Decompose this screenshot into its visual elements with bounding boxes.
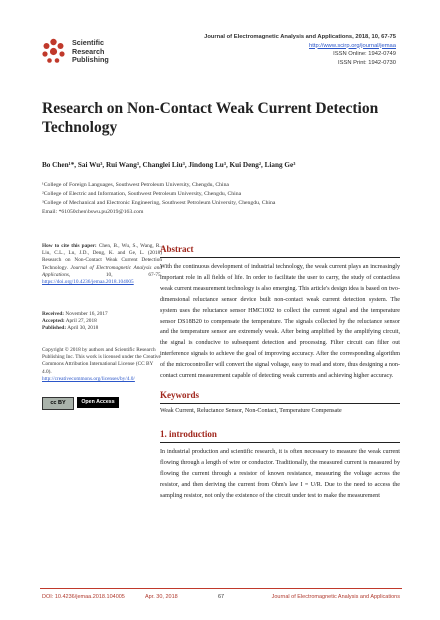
published-value: April 30, 2018 bbox=[67, 325, 99, 332]
license-badges bbox=[42, 397, 122, 409]
copyright-text: Copyright © 2018 by authors and Scientific Research Publishing Inc. This work is licensed under the Creative Commons Attribution International License (CC BY 4.0). bbox=[42, 347, 161, 375]
cite-volume: , 10, 67-75. bbox=[68, 271, 162, 278]
publisher-name-line: Scientific bbox=[72, 38, 104, 47]
affiliation-line: ¹College of Foreign Languages, Southwest Petroleum University, Chengdu, China bbox=[42, 182, 229, 188]
author-list: Bo Chen¹*, Sai Wu³, Rui Wang³, Changlei Liu³, Jindong Lu³, Kui Deng², Liang Ge³ bbox=[42, 161, 296, 169]
email-line: Email: *61050chen\bswu.pu2019@163.com bbox=[42, 208, 144, 215]
cite-label: How to cite this paper: bbox=[42, 243, 97, 249]
journal-line: Journal of Electromagnetic Analysis and Applications, 2018, 10, 67-75 bbox=[204, 34, 396, 40]
cite-text: Chen, B., Wu, S., Wang, R., Liu, C.L., Lu, J.D., Deng, K. and Ge, L. (2018) Research on Non-Contact Weak Current Detection Technology. bbox=[42, 243, 162, 271]
accepted-label: Accepted: bbox=[42, 318, 65, 325]
received-label: Received: bbox=[42, 311, 65, 317]
accepted-value: April 27, 2018 bbox=[65, 318, 97, 325]
introduction-rule bbox=[160, 442, 400, 443]
affiliation-line: ²College of Electric and Information, Southwest Petroleum University, Chengdu, China bbox=[42, 190, 242, 197]
received-date bbox=[42, 311, 162, 318]
open-access-badge: Open Access bbox=[77, 397, 119, 408]
keywords-text: Weak Current, Reluctance Sensor, Non-Contact, Temperature Compensate bbox=[160, 408, 342, 414]
page-number: 67 bbox=[218, 594, 225, 600]
footer-journal: Journal of Electromagnetic Analysis and Applications bbox=[271, 594, 400, 600]
published-date bbox=[42, 325, 162, 332]
license-link[interactable]: http://creativecommons.org/licenses/by/4.0/ bbox=[42, 375, 135, 382]
keywords-rule bbox=[160, 403, 400, 404]
footer-doi: DOI: 10.4236/jemaa.2018.104005 bbox=[42, 594, 125, 600]
affiliation-line: ³College of Mechanical and Electronic Engineering, Southwest Petroleum University, Chengdu, China bbox=[42, 199, 276, 206]
accepted-date bbox=[42, 318, 162, 325]
publisher-name bbox=[72, 39, 109, 65]
issn-online: ISSN Online: 1942-0749 bbox=[333, 51, 396, 58]
issn-print: ISSN Print: 1942-0730 bbox=[337, 59, 396, 66]
cite-journal: Journal of Electromagnetic Analysis and Applications bbox=[42, 264, 162, 278]
paper-title: Research on Non-Contact Weak Current Detection Technology bbox=[42, 100, 379, 136]
journal-url-link[interactable]: http://www.scirp.org/journal/jemaa bbox=[309, 42, 396, 49]
introduction-text: In industrial production and scientific research, it is often necessary to measure the weak current flowing through a length of wire or conductor. Traditionally, the measured current is measured by flowing the current through a resistor of known resistance, measuring the voltage across the resistor, and then deriving the current from Ohm's law I = U/R. Due to the need to access the sampling resistor, not only the existence of the circuit under test to make the measurement bbox=[160, 449, 400, 499]
cc-by-badge[interactable]: cc BY bbox=[42, 397, 74, 410]
publisher-name-line: Research bbox=[72, 46, 105, 56]
affiliations bbox=[42, 181, 412, 217]
citation-block bbox=[42, 243, 162, 286]
footer-date: Apr. 30, 2018 bbox=[145, 594, 178, 600]
abstract-rule bbox=[160, 257, 400, 258]
received-value: November 16, 2017 bbox=[65, 311, 108, 317]
dates-block bbox=[42, 311, 162, 333]
doi-link[interactable]: https://doi.org/10.4236/jemaa.2018.104005 bbox=[42, 279, 134, 286]
publisher-logo bbox=[40, 38, 180, 68]
abstract-heading: Abstract bbox=[160, 244, 194, 254]
journal-info bbox=[166, 33, 396, 67]
introduction-heading: 1. introduction bbox=[160, 429, 217, 439]
copyright-block bbox=[42, 347, 162, 383]
scirp-logo-icon bbox=[40, 38, 67, 65]
abstract-text: With the continuous development of industrial technology, the weak current plays an increasingly important role in all fields of life. In order to facilitate the user to carry, the study of contactless weak current measurement technology is also emerging. This article's design idea is based on two-dimensional reluctance sensor device built non-contact weak current detection system. The system uses the reluctance sensor HMC1002 to collect the current signal and the temperature sensor DS18B20 to compensate the temperature. The signals collected by the reluctance sensor and the temperature sensor are extremely weak. After being amplified by the amplifying circuit, the signal is conducive to subsequent detection and processing. Filter circuit can filter out interference signals to achieve the goal of improving accuracy. After the corresponding algorithm of the microcontroller will convert the signal voltage, easy to read and store, thus designing a non-contact current measurement capable of detecting weak currents and achieving higher accuracy. bbox=[160, 264, 400, 380]
publisher-name-line: Publishing bbox=[72, 55, 109, 65]
keywords-heading: Keywords bbox=[160, 390, 199, 400]
footer-rule bbox=[40, 588, 402, 589]
published-label: Published: bbox=[42, 325, 67, 332]
